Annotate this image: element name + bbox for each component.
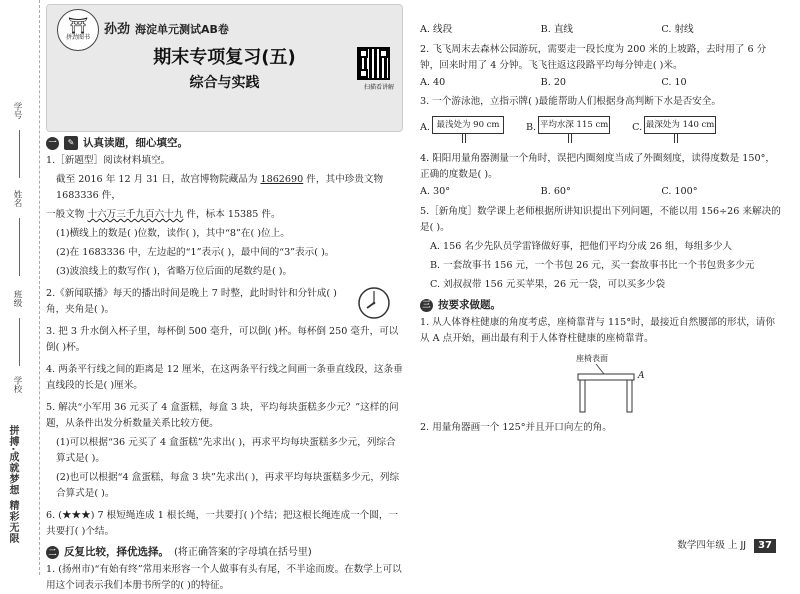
student-id-line	[19, 130, 20, 178]
question-5-sub-1: (1)可以根据“36 元买了 4 盒蛋糕”先求出( )，再求平均每块蛋糕多少元，列综合算式是( )。	[56, 437, 396, 464]
wavy-number: 十六万三千九百六十九	[87, 209, 184, 220]
section-2-q3: 3. 一个游泳池，立指示牌( )最能帮助人们根据身高判断下水是否安全。	[420, 96, 721, 107]
question-6: 6. (★★★) 7 根短绳连成 1 根长绳，一共要打( )个结；把这根长绳连成一个圆，一共要打( )个结。	[46, 510, 399, 537]
sign-a: A. 最浅处为 90 cm	[420, 113, 504, 143]
brand	[57, 9, 229, 51]
question-4: 4. 两条平行线之间的距离是 12 厘米，在这两条平行线之间画一条垂直线段，这条垂直线段的长是( )厘米。	[46, 364, 403, 391]
sub-question-2: (2)在 1683336 中，左边起的“1”表示( )，最中间的“3”表示( )。	[56, 247, 335, 258]
q5-option-b: B. 一套故事书 156 元，一个书包 26 元，买一套故事书比一个书包贵多少元	[430, 259, 755, 271]
sub-question-3: (3)波浪线上的数写作( )，省略万位后面的尾数约是( )。	[56, 266, 293, 277]
section-3-q1: 1. 从人体脊柱健康的角度考虑，座椅靠背与 115°时，最接近自然腰部的形状，请你从 A 点开始，画出最有利于人体脊柱健康的座椅靠背。	[420, 316, 775, 344]
chair-diagram	[420, 350, 782, 414]
student-id-label: 学号	[12, 102, 22, 119]
option-c: C. 100°	[661, 186, 698, 197]
section-number: 二	[46, 546, 59, 559]
clock-icon	[357, 286, 391, 320]
logo-text: 拼劲图书	[65, 34, 90, 42]
q5-option-a: A. 156 名少先队员学雷锋做好事，把他们平均分成 26 组，每组多少人	[430, 240, 733, 252]
section-number: 三	[420, 299, 433, 312]
sub-question-1: (1)横线上的数是( )位数，读作( )，其中“8”在( )位上。	[56, 228, 290, 239]
binding-gutter	[0, 0, 40, 575]
qr-code-icon[interactable]	[357, 47, 390, 80]
section-3-heading	[420, 299, 782, 312]
header-banner	[46, 4, 403, 132]
class-label: 班级	[12, 290, 22, 307]
series-name: 海淀单元测试AB卷	[135, 23, 229, 37]
sign-board: 平均水深 115 cm	[538, 116, 610, 134]
section-2-q5: 5.［新角度］数学课上老师根据所讲知识提出下列问题，不能以用 156÷26 来解决的是( )。	[420, 205, 781, 233]
option-c: C. 射线	[661, 24, 694, 35]
slogan: 拼搏·成就梦想 精彩无限	[7, 425, 18, 545]
right-column	[420, 24, 782, 442]
question-5-sub-2: (2)也可以根据“4 盒蛋糕，每盒 3 块”先求出( )，再求平均每块蛋糕多少元，列综合算式是( )。	[56, 472, 400, 499]
option-a: A. 40	[420, 76, 446, 88]
school-label: 学校	[12, 376, 22, 393]
page-number: 37	[754, 539, 776, 553]
point-a-label: A	[638, 370, 645, 381]
page-subtitle: 综合与实践	[189, 75, 260, 91]
name-label: 姓名	[12, 190, 22, 207]
option-a: A. 线段	[420, 24, 453, 35]
left-column	[46, 4, 403, 591]
section-number: 一	[46, 137, 59, 150]
chair-surface-label: 座椅表面	[576, 353, 608, 363]
gate-icon: ⛩	[67, 16, 89, 36]
book-info: 数学四年级 上 JJ	[677, 540, 747, 552]
section-2-q1-start: 1. (扬州市)“有始有终”常用来形容一个人做事有头有尾，不半途而废。在数学上可以用这个词表示我们本册书所学的( )的特征。	[46, 564, 402, 591]
q5-option-c: C. 刘叔叔带 156 元买苹果，26 元一袋，可以买多少袋	[430, 278, 666, 290]
section-3-q2: 2. 用量角器画一个 125°并且开口向左的角。	[420, 421, 612, 433]
option-b: B. 20	[540, 76, 567, 88]
question-2: 2.《新闻联播》每天的播出时间是晚上 7 时整，此时时针和分针成( )角，夹角是( )。	[46, 288, 337, 315]
section-icon: ✎	[64, 136, 78, 150]
section-1-heading	[46, 136, 403, 150]
q3-signs	[420, 113, 782, 143]
publisher-logo	[57, 9, 99, 51]
option-b: B. 60°	[540, 186, 571, 197]
page-title: 期末专项复习(五)	[153, 47, 296, 68]
sign-c: C. 最深处为 140 cm	[632, 113, 716, 143]
qr-caption: 扫描看讲解	[363, 84, 394, 91]
question-1-intro: 1.［新题型］阅读材料填空。	[46, 155, 171, 166]
class-line	[19, 318, 20, 366]
section-note: (将正确答案的字母填在括号里)	[174, 546, 312, 558]
chair-figure	[560, 350, 760, 414]
option-b: B. 直线	[540, 24, 574, 35]
name-line	[19, 218, 20, 276]
section-title: 反复比较，择优选择。	[64, 546, 169, 559]
section-title: 认真读题，细心填空。	[83, 136, 188, 149]
question-3: 3. 把 3 升水倒入杯子里，每杯倒 500 毫升，可以倒( )杯。每杯倒 250 毫升，可以倒( )杯。	[46, 326, 399, 353]
material-line-2: 一般文物 十六万三千九百六十九 件，标本 15385 件。	[46, 209, 281, 220]
question-5-intro: 5. 解决“小军用 36 元买了 4 盒蛋糕，每盒 3 块，平均每块蛋糕多少元？”这样的问题，从条件出发分析数量关系比较方便。	[46, 402, 399, 429]
section-2-q4: 4. 阳阳用量角器测量一个角时，误把内圈刻度当成了外圈刻度，读得度数是 150°，正确的度数是( )。	[420, 153, 775, 180]
underlined-number: 1862690	[260, 174, 304, 185]
q2-options	[420, 77, 782, 89]
section-2-q2: 2. 飞飞周末去森林公园游玩，需要走一段长度为 200 米的上坡路，去时用了 6 分钟，回来时用了 4 分钟。飞飞往返这段路平均每分钟走( )米。	[420, 43, 767, 71]
material-line-1: 截至 2016 年 12 月 31 日，故宫博物院藏品为 1862690 件，其中珍贵文物 1683336 件，	[56, 174, 384, 201]
option-a: A. 30°	[420, 186, 451, 197]
page-footer	[677, 539, 776, 553]
section-title: 按要求做题。	[438, 298, 501, 311]
sign-board: 最深处为 140 cm	[644, 116, 716, 134]
brand-name: 孙劲	[104, 22, 131, 38]
option-c: C. 10	[661, 76, 687, 88]
q1-options	[420, 24, 782, 36]
q4-options	[420, 186, 782, 198]
section-2-heading	[46, 546, 403, 559]
sign-board: 最浅处为 90 cm	[432, 116, 504, 134]
sign-b: B. 平均水深 115 cm	[526, 113, 610, 143]
question-2-block	[46, 286, 403, 318]
